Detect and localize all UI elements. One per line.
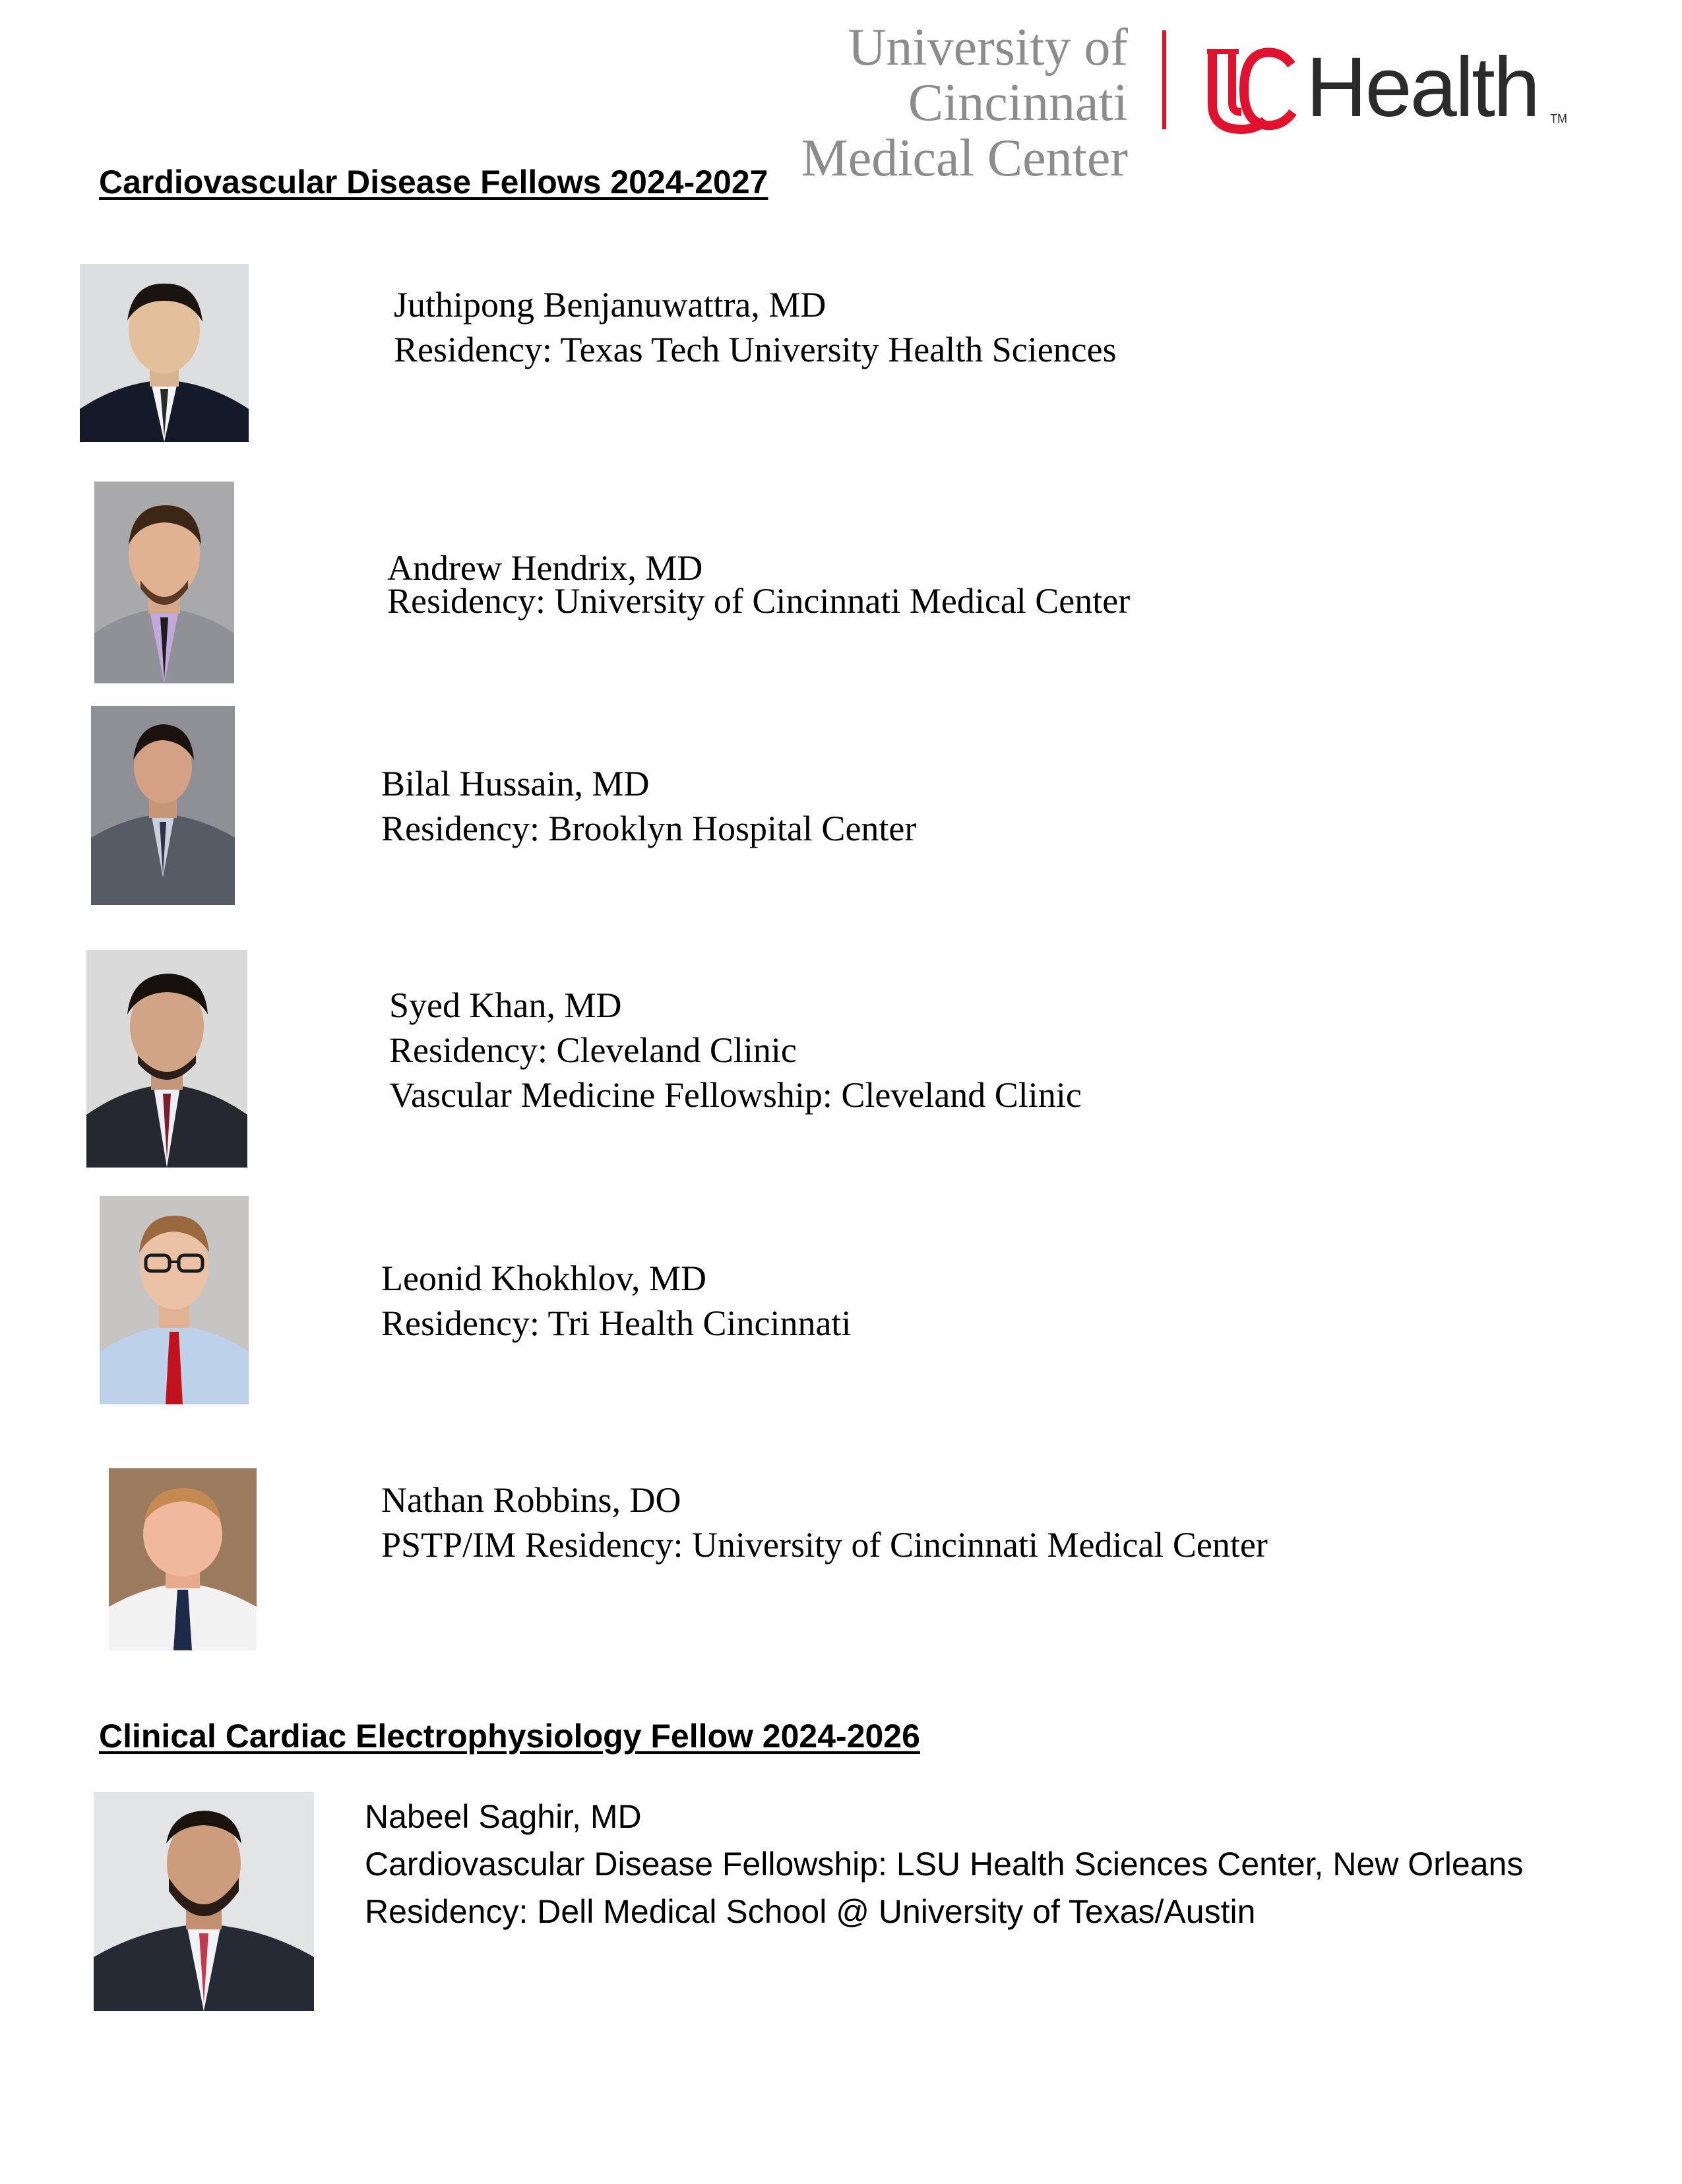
fellow-name: Leonid Khokhlov, MD xyxy=(381,1259,706,1298)
fellow-detail: Residency: Texas Tech University Health Sciences xyxy=(394,330,1117,369)
fellow-info-hussain xyxy=(381,761,916,851)
logo-line-1: University of Cincinnati xyxy=(848,18,1128,132)
section-heading-cardiovascular: Cardiovascular Disease Fellows 2024-2027 xyxy=(99,164,768,201)
fellow-info-saghir xyxy=(365,1793,1523,1935)
fellow-name: Nabeel Saghir, MD xyxy=(365,1798,642,1835)
fellow-detail: Residency: University of Cincinnati Medical Center xyxy=(387,581,1131,621)
fellow-photo-khan xyxy=(86,950,247,1168)
logo-divider xyxy=(1162,30,1166,129)
logo-line-2: Medical Center xyxy=(801,129,1128,187)
logo-health-text: Health xyxy=(1306,40,1538,135)
fellow-name: Bilal Hussain, MD xyxy=(381,764,650,803)
fellow-info-hendrix xyxy=(387,548,1131,621)
logo-trademark: TM xyxy=(1550,112,1567,125)
fellow-detail: Residency: Dell Medical School @ University of Texas/Austin xyxy=(365,1893,1256,1930)
fellow-name: Syed Khan, MD xyxy=(389,985,622,1025)
fellow-photo-saghir xyxy=(94,1792,314,2011)
fellow-detail: Cardiovascular Disease Fellowship: LSU Health Sciences Center, New Orleans xyxy=(365,1846,1524,1883)
fellow-name: Andrew Hendrix, MD xyxy=(387,548,703,588)
fellow-info-khokhlov xyxy=(381,1256,851,1346)
uc-health-logo xyxy=(620,18,1570,187)
fellow-photo-khokhlov xyxy=(100,1196,249,1404)
fellow-photo-hendrix xyxy=(94,482,234,683)
fellow-detail: Residency: Cleveland Clinic xyxy=(389,1030,797,1070)
fellow-detail: Vascular Medicine Fellowship: Cleveland Clinic xyxy=(389,1075,1082,1115)
uc-health-logo-icon xyxy=(1200,38,1299,137)
section-heading-electrophysiology: Clinical Cardiac Electrophysiology Fellow 2024-2026 xyxy=(99,1718,920,1755)
fellow-detail: PSTP/IM Residency: University of Cincinnati Medical Center xyxy=(381,1525,1268,1565)
fellow-photo-hussain xyxy=(91,706,235,905)
fellow-detail: Residency: Brooklyn Hospital Center xyxy=(381,809,917,848)
fellow-name: Nathan Robbins, DO xyxy=(381,1480,681,1520)
fellow-info-benjanuwattra xyxy=(394,282,1117,372)
fellow-photo-benjanuwattra xyxy=(80,264,249,442)
logo-university-name xyxy=(620,20,1128,186)
fellow-photo-robbins xyxy=(109,1468,257,1650)
fellow-info-khan xyxy=(389,983,1082,1117)
fellow-info-robbins xyxy=(381,1478,1268,1567)
fellow-detail: Residency: Tri Health Cincinnati xyxy=(381,1303,852,1343)
fellow-name: Juthipong Benjanuwattra, MD xyxy=(394,285,826,325)
